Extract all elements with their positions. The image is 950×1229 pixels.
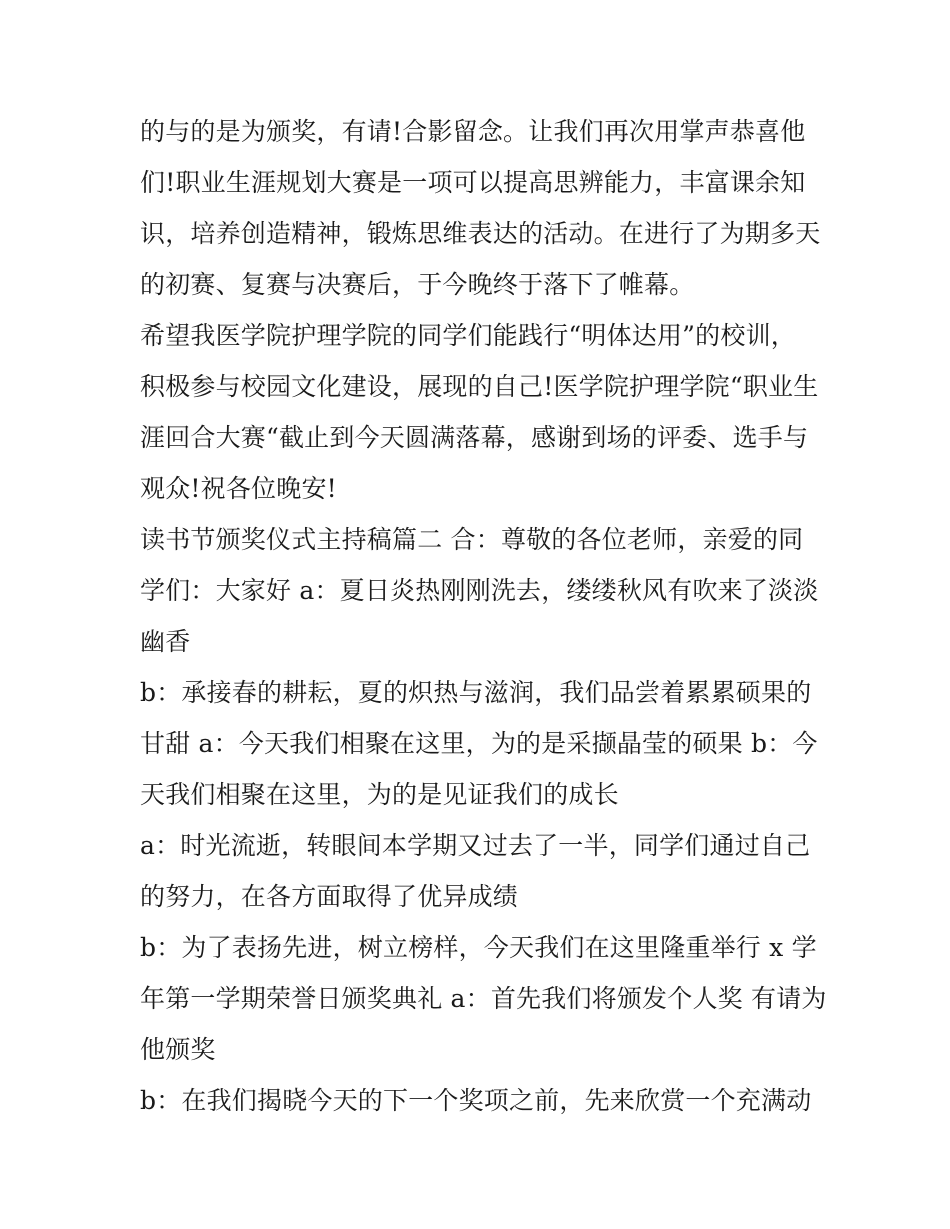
text-line: 积极参与校园文化建设，展现的自己!医学院护理学院“职业生	[140, 372, 819, 401]
document-body	[140, 106, 827, 1126]
text-line: 甘甜 a：今天我们相聚在这里，为的是采撷晶莹的硕果 b：今	[140, 729, 818, 758]
text-line: b：为了表扬先进，树立榜样，今天我们在这里隆重举行 x 学	[140, 933, 817, 962]
text-line: 希望我医学院护理学院的同学们能践行“明体达用”的校训，	[140, 321, 796, 350]
text-line: 观众!祝各位晚安!	[140, 474, 337, 503]
text-line: 识，培养创造精神，锻炼思维表达的活动。在进行了为期多天	[140, 219, 821, 248]
text-line: 的初赛、复赛与决赛后，于今晚终于落下了帷幕。	[140, 270, 695, 299]
text-line: 他颁奖	[140, 1035, 216, 1064]
text-line: 的与的是为颁奖，有请!合影留念。让我们再次用掌声恭喜他	[140, 117, 806, 146]
text-line: 们!职业生涯规划大赛是一项可以提高思辨能力，丰富课余知	[140, 168, 806, 197]
text-line: 的努力，在各方面取得了优异成绩	[140, 882, 519, 911]
text-line: 学们：大家好 a：夏日炎热刚刚洗去，缕缕秋风有吹来了淡淡	[140, 576, 819, 605]
text-line: 年第一学期荣誉日颁奖典礼 a：首先我们将颁发个人奖 有请为	[140, 984, 827, 1013]
text-line: b：在我们揭晓今天的下一个奖项之前，先来欣赏一个充满动	[140, 1086, 812, 1115]
text-line: 天我们相聚在这里，为的是见证我们的成长	[140, 780, 619, 809]
text-line: a：时光流逝，转眼间本学期又过去了一半，同学们通过自己	[140, 831, 811, 860]
text-line: 读书节颁奖仪式主持稿篇二 合：尊敬的各位老师，亲爱的同	[140, 525, 804, 554]
text-line: 涯回合大赛“截止到今天圆满落幕，感谢到场的评委、选手与	[140, 423, 809, 452]
text-line: 幽香	[140, 627, 191, 656]
text-line: b：承接春的耕耘，夏的炽热与滋润，我们品尝着累累硕果的	[140, 678, 812, 707]
